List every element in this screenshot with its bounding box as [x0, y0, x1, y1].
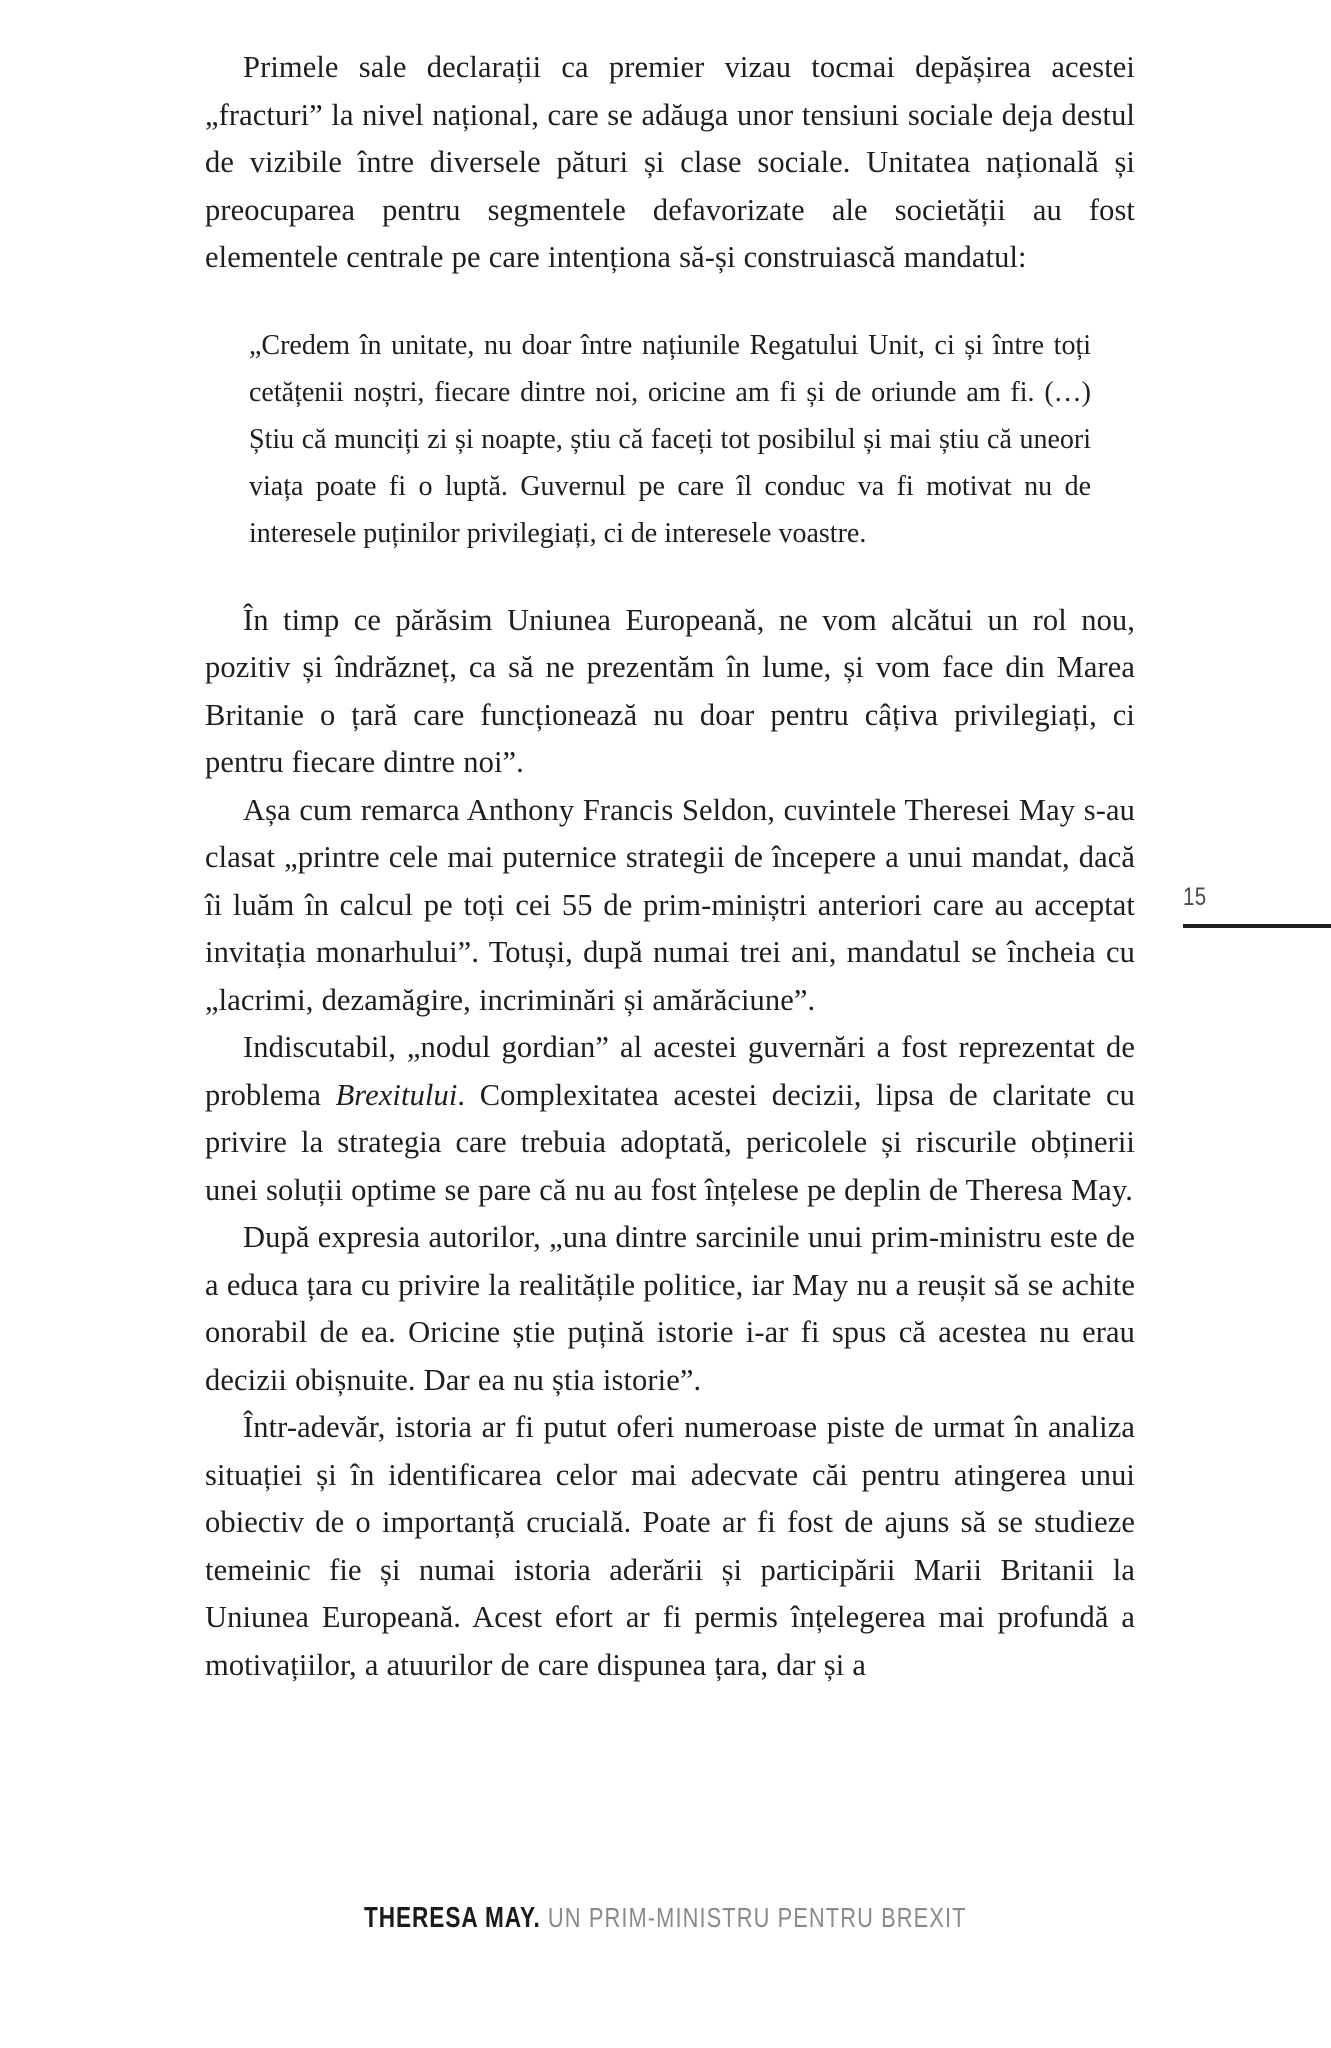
quote-spacer-bottom [205, 557, 1135, 597]
paragraph-5: După expresia autorilor, „una dintre sarcinile unui prim-ministru este de a educa țara cu privire la realitățile politice, iar May nu a reușit să se achite onorabil de ea. Oricine știe puțină istorie i-ar fi spus că acestea nu erau decizii obișnuite. Dar ea nu știa istorie”. [205, 1220, 1135, 1397]
folio-rule [1183, 924, 1331, 928]
paragraph-4-italic-term: Brexitului [335, 1077, 458, 1112]
top-spacer [205, 0, 1135, 44]
paragraph-6: Într-adevăr, istoria ar fi putut oferi numeroase piste de urmat în analiza situației și în identificarea celor mai adecvate căi pentru atingerea unui obiectiv de o importanță crucială. Poate ar fi fost de ajuns să se studieze temeinic fie și numai istoria aderării și participării Marii Britanii la Uniunea Europeană. Acest efort ar fi permis înțelegerea mai profundă a motivațiilor, a atuurilor de care dispunea țara, dar și a [205, 1410, 1135, 1682]
paragraph-2: În timp ce părăsim Uniunea Europeană, ne vom alcătui un rol nou, pozitiv și îndrăzneț, ca să ne prezentăm în lume, și vom face din Marea Britanie o țară care funcționează nu doar pentru câțiva privilegiați, ci pentru fiecare dintre noi”. [205, 602, 1135, 779]
paragraph-4-text-after: . Complexitatea acestei decizii, lipsa de claritate cu privire la strategia care trebuia adoptată, pericolele și riscurile obținerii unei soluții optime se pare că nu au fost înțelese pe deplin de Theresa May. [205, 1077, 1135, 1207]
quote-spacer-top [205, 282, 1135, 322]
paragraph-4-text-before: Indiscutabil, „nodul gordian” al acestei guvernări a fost reprezentat de problema [205, 1030, 1135, 1112]
text-column [205, 0, 1135, 1689]
paragraph-4 [205, 1024, 1135, 1214]
running-footer-title: THERESA MAY. [364, 1902, 549, 1934]
paragraph-3: Așa cum remarca Anthony Francis Seldon, cuvintele Theresei May s-au clasat „printre cele mai puternice strategii de începere a unui mandat, dacă îi luăm în calcul pe toți cei 55 de prim-miniștri anteriori care au acceptat invitația monarhului”. Totuși, după numai trei ani, mandatul se încheia cu „lacrimi, dezamăgire, incriminări și amărăciune”. [205, 792, 1135, 1017]
running-footer-subtitle: UN PRIM-MINISTRU PENTRU BREXIT [548, 1902, 967, 1933]
running-footer [0, 1902, 1331, 1935]
paragraph-1: Primele sale declarații ca premier vizau tocmai depășirea acestei „fracturi” la nivel național, care se adăuga unor tensiuni sociale deja destul de vizibile între diversele pături și clase sociale. Unitatea națională și preocuparea pentru segmentele defavorizate ale societății au fost elementele centrale pe care intenționa să-și construiască mandatul: [205, 50, 1135, 274]
pull-quote: „Credem în unitate, nu doar între națiunile Regatului Unit, ci și între toți cetățenii noștri, fiecare dintre noi, oricine am fi și de oriunde am fi. (…) Știu că munciți zi și noapte, știu că faceți tot posibilul și mai știu că uneori viața poate fi o luptă. Guvernul pe care îl conduc va fi motivat nu de interesele puținilor privilegiați, ci de interesele voastre. [249, 329, 1091, 549]
folio [1183, 885, 1331, 928]
running-footer-inner [364, 1902, 967, 1935]
page-number: 15 [1183, 883, 1207, 911]
